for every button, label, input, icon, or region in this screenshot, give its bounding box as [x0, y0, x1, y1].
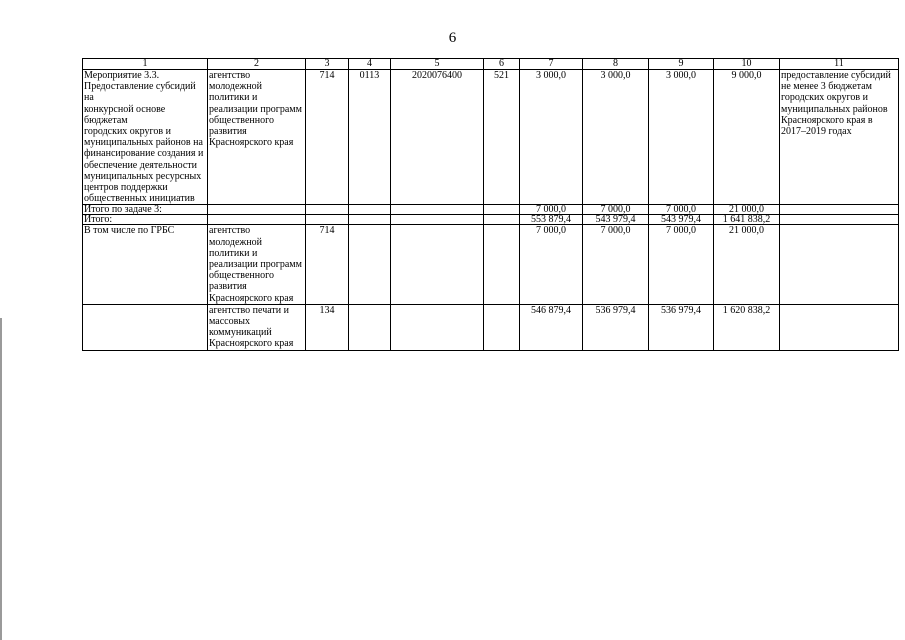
- task-total-row: [83, 205, 899, 215]
- column-number: 2: [208, 59, 306, 70]
- task-total-label: Итого по задаче 3:: [83, 205, 208, 215]
- amount-2018: 7 000,0: [583, 225, 649, 304]
- amount-2018: 536 979,4: [583, 304, 649, 350]
- amount-2019: 3 000,0: [649, 70, 714, 205]
- grbs-row: [83, 225, 899, 304]
- amount-2019: 7 000,0: [649, 205, 714, 215]
- column-number: 9: [649, 59, 714, 70]
- agency-name: агентство молодежной политики и реализации программ общественного развития Красноярского края: [208, 225, 306, 304]
- amount-2018: 3 000,0: [583, 70, 649, 205]
- measure-row: [83, 70, 899, 205]
- page-number: 6: [448, 30, 457, 46]
- column-number: 11: [780, 59, 899, 70]
- amount-2017: 553 879,4: [520, 215, 583, 225]
- column-number: 8: [583, 59, 649, 70]
- amount-2019: 543 979,4: [649, 215, 714, 225]
- grbs-code: 714: [306, 225, 349, 304]
- measure-name: Мероприятие 3.3. Предоставление субсидий на конкурсной основе бюджетам городских округов и муниципальных районов на финансирование создания и обеспечение деятельности муниципальных ресурсных центров поддержки общественных инициатив: [83, 70, 208, 205]
- column-number-row: [83, 59, 899, 70]
- column-number: 7: [520, 59, 583, 70]
- amount-total: 1 620 838,2: [714, 304, 780, 350]
- column-number: 4: [349, 59, 391, 70]
- budget-table: [82, 58, 899, 351]
- rzpr-code: 0113: [349, 70, 391, 205]
- grbs-label: В том числе по ГРБС: [83, 225, 208, 304]
- column-number: 5: [391, 59, 484, 70]
- vr-code: 521: [484, 70, 520, 205]
- amount-total: 21 000,0: [714, 225, 780, 304]
- csr-code: 2020076400: [391, 70, 484, 205]
- column-number: 3: [306, 59, 349, 70]
- agency-name: агентство печати и массовых коммуникаций Красноярского края: [208, 304, 306, 350]
- grbs-code: 134: [306, 304, 349, 350]
- grbs-label: [83, 304, 208, 350]
- amount-total: 1 641 838,2: [714, 215, 780, 225]
- column-number: 1: [83, 59, 208, 70]
- scan-edge-line: [0, 318, 2, 640]
- expected-result: предоставление субсидий не менее 3 бюджетам городских округов и муниципальных районов Красноярского края в 2017–2019 годах: [780, 70, 899, 205]
- amount-total: 9 000,0: [714, 70, 780, 205]
- amount-2018: 7 000,0: [583, 205, 649, 215]
- amount-2017: 546 879,4: [520, 304, 583, 350]
- column-number: 6: [484, 59, 520, 70]
- grand-total-label: Итого:: [83, 215, 208, 225]
- amount-total: 21 000,0: [714, 205, 780, 215]
- amount-2017: 3 000,0: [520, 70, 583, 205]
- grbs-row: [83, 304, 899, 350]
- grbs-code: 714: [306, 70, 349, 205]
- grand-total-row: [83, 215, 899, 225]
- amount-2019: 536 979,4: [649, 304, 714, 350]
- amount-2018: 543 979,4: [583, 215, 649, 225]
- amount-2017: 7 000,0: [520, 225, 583, 304]
- column-number: 10: [714, 59, 780, 70]
- amount-2017: 7 000,0: [520, 205, 583, 215]
- amount-2019: 7 000,0: [649, 225, 714, 304]
- agency-name: агентство молодежной политики и реализации программ общественного развития Красноярского края: [208, 70, 306, 205]
